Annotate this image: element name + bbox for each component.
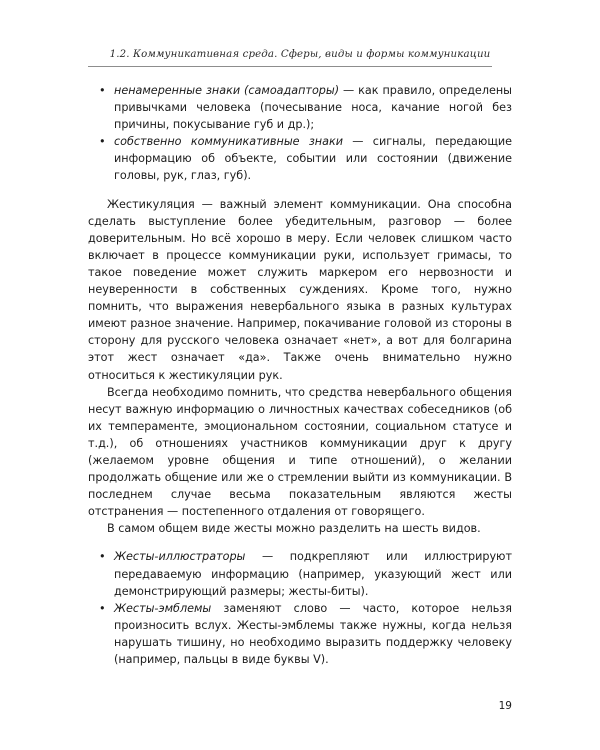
list-item (88, 133, 512, 184)
spacer (88, 537, 512, 548)
list-item-text: — подкрепляют или иллюстрируют передаваемую информацию (например, указующий жест или демонстрирующий размеры; жесты-биты). (114, 550, 512, 598)
paragraph-six-types: В самом общем виде жесты можно разделить на шесть видов. (107, 522, 481, 536)
bullet-list-top (88, 82, 512, 185)
text-column (88, 82, 512, 668)
bullet-marker-icon: • (99, 601, 106, 615)
paragraph-nonverbal-means: Всегда необходимо помнить, что средства невербального общения несут важную информацию о личностных качествах собеседников (об их темпераменте, эмоциональном состоянии, социальном статусе и т.д.), об отношениях участников коммуникации друг к другу (желаемом уровне общения и типе отношений), о желании продолжать общение или же о стремлении выйти из коммуникации. В последнем случае весьма показательным являются жесты отстранения — постепенного отдаления от говорящего. (88, 385, 512, 519)
page-number: 19 (498, 700, 512, 712)
list-item (88, 600, 512, 668)
list-item-term: Жесты-иллюстраторы (114, 550, 246, 564)
paragraph-gesticulation: Жестикуляция — важный элемент коммуникации. Она способна сделать выступление более убедительным, разговор — более доверительным. Но всё хорошо в меру. Если человек слишком часто включает в процессе коммуникации руки, использует гримасы, то такое поведение может служить маркером его нервозности и неуверенности в собственных суждениях. Кроме того, нужно помнить, что выражения невербального языка в разных культурах имеют разное значение. Например, покачивание головой из стороны в сторону для русского человека означает «нет», а вот для болгарина этот жест означает «да». Также очень внимательно нужно относиться к жестикуляции рук. (88, 197, 512, 382)
list-item-text: — как правило, определены привычками человека (почесывание носа, качание ногой без причины, покусывание губ и др.); (114, 84, 513, 132)
running-header (88, 44, 512, 62)
bullet-marker-icon: • (99, 550, 106, 564)
header-rule-divider (88, 66, 492, 67)
list-item-term: Жесты-эмблемы (114, 601, 212, 615)
list-item-term: ненамеренные знаки (самоадапторы) (114, 84, 340, 97)
list-item (88, 82, 512, 133)
list-item (88, 548, 512, 599)
bullet-marker-icon: • (99, 84, 106, 97)
list-item-term: собственно коммуникативные знаки (114, 135, 343, 149)
list-item-text: — сигналы, передающие информацию об объекте, событии или состоянии (движение головы, рук, глаз, губ). (114, 135, 513, 183)
bullet-list-bottom (88, 548, 512, 668)
running-header-title: 1.2. Коммуникативная среда. Сферы, виды и формы коммуникации (109, 49, 491, 60)
spacer (88, 185, 512, 196)
bullet-marker-icon: • (99, 135, 106, 149)
list-item-text: заменяют слово — часто, которое нельзя произносить вслух. Жесты-эмблемы также нужны, когда нельзя нарушать тишину, но необходимо выразить поддержку человеку (например, пальцы в виде буквы V). (114, 601, 512, 666)
